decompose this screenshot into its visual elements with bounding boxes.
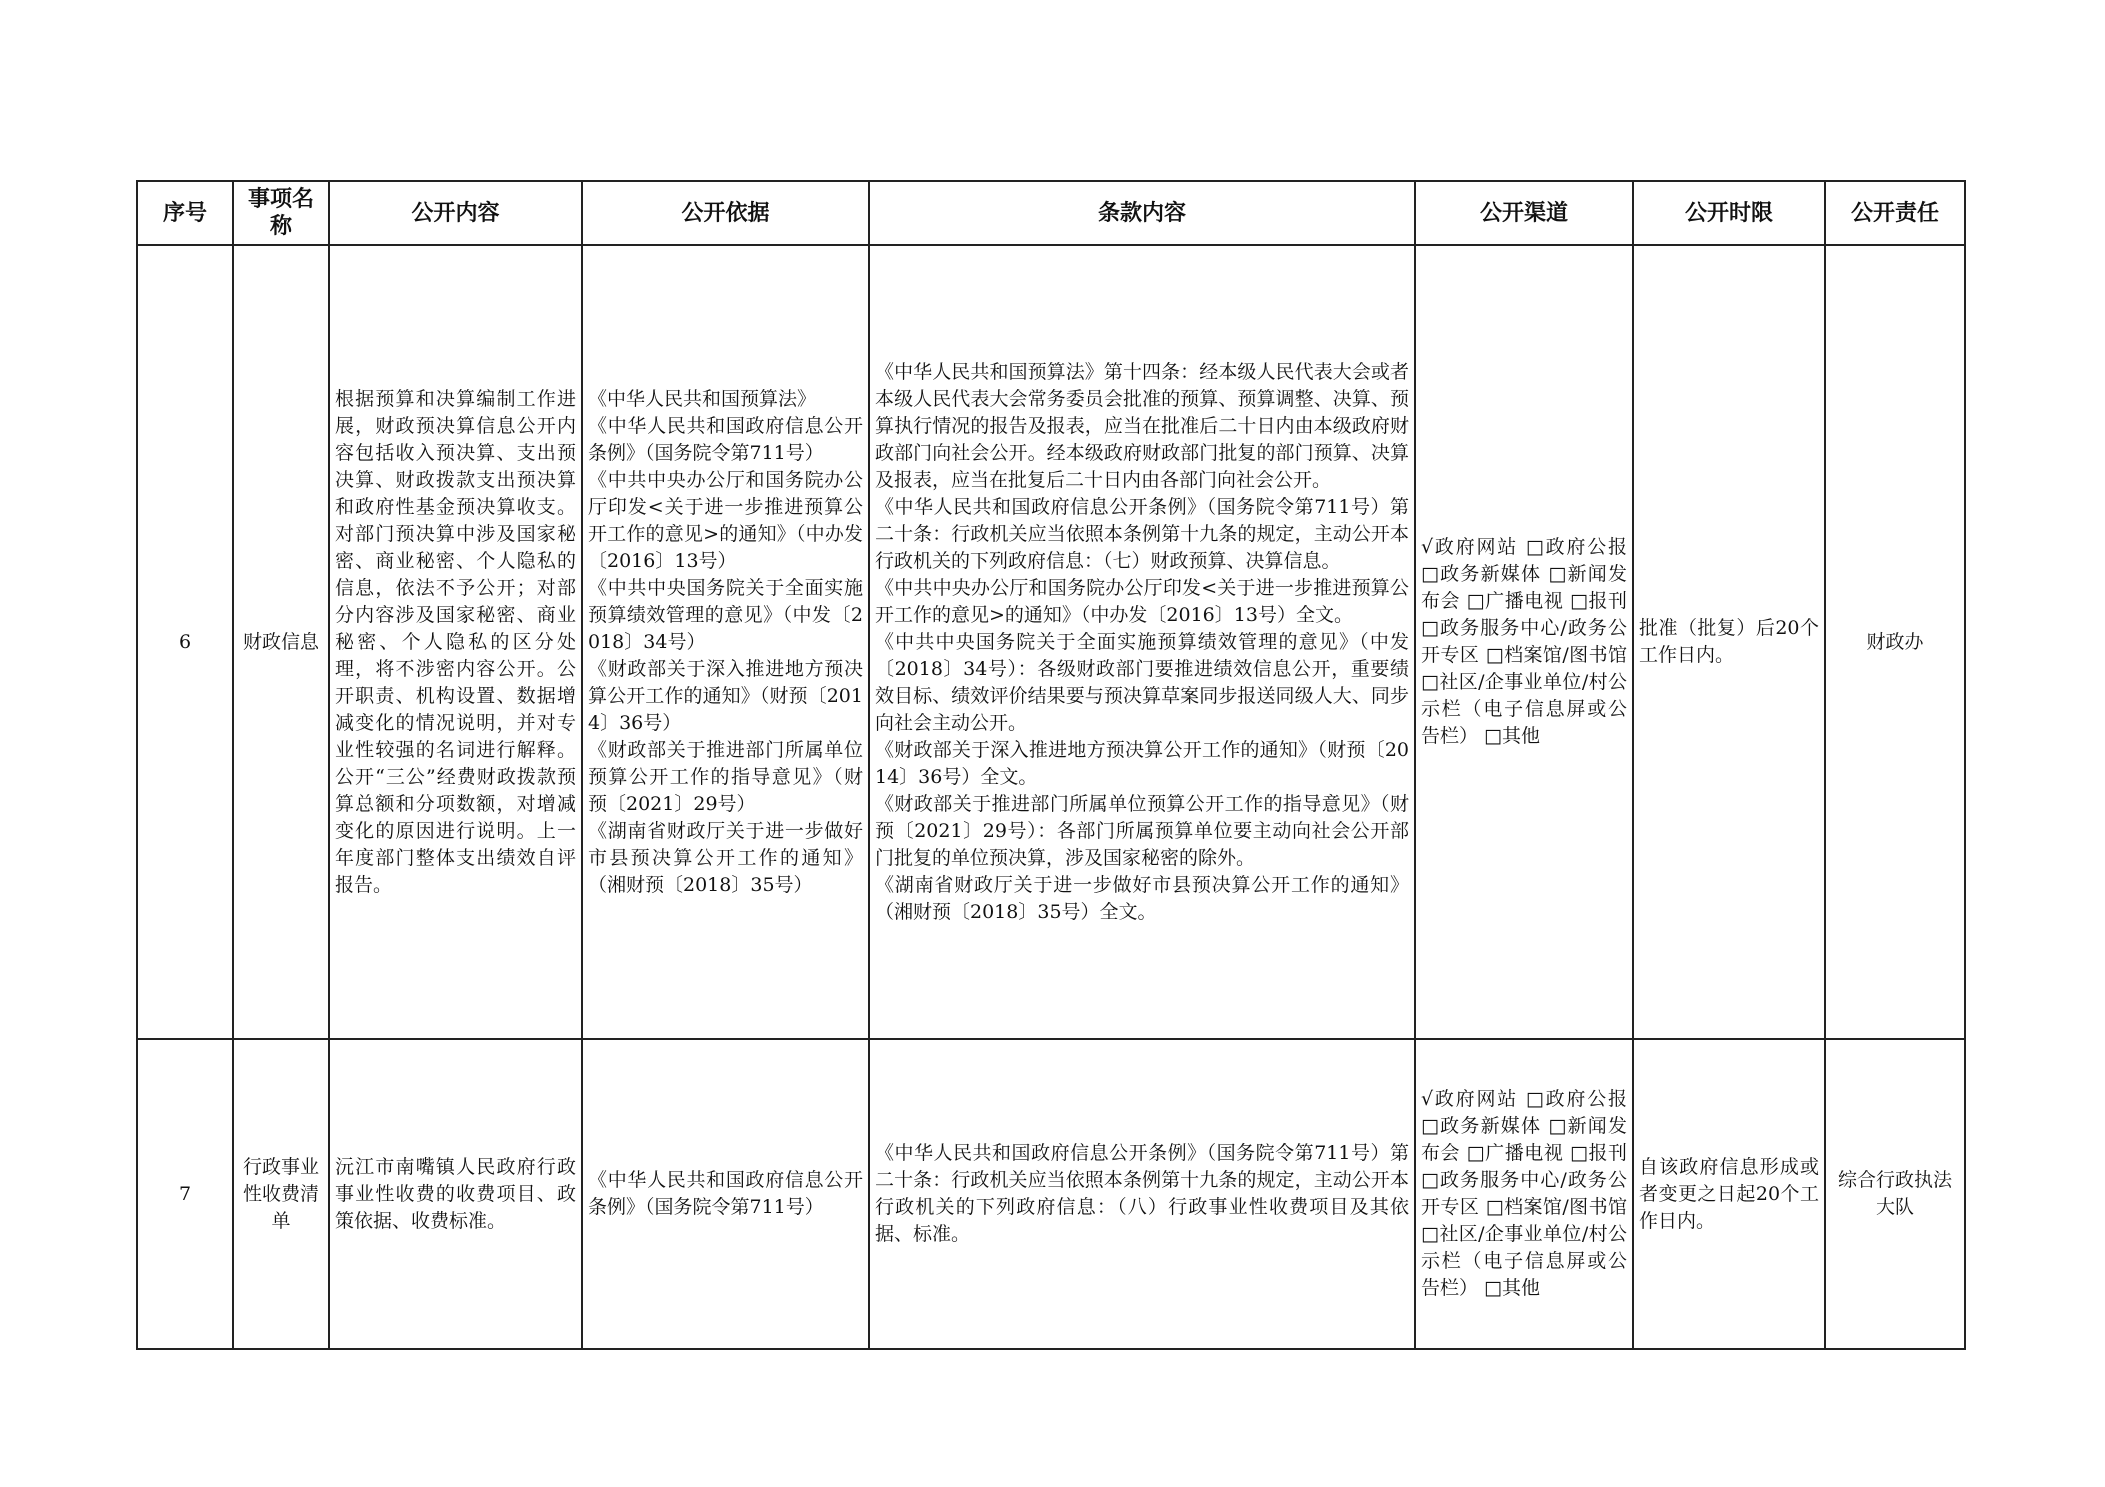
basis-line: 《中共中央办公厅和国务院办公厅印发<关于进一步推进预算公开工作的意见>的通知》（中办发〔2016〕13号） xyxy=(588,468,863,572)
disclosure-table xyxy=(136,180,1966,1350)
cell-deadline: 批准（批复）后20个工作日内。 xyxy=(1633,245,1825,1039)
table-row xyxy=(137,1039,1965,1349)
clause-line: 《中共中央国务院关于全面实施预算绩效管理的意见》（中发〔2018〕34号）：各级财政部门要推进绩效信息公开，重要绩效目标、绩效评价结果要与预决算草案同步报送同级人大、同步向社会主动公开。 xyxy=(875,630,1409,734)
basis-line: 《中华人民共和国政府信息公开条例》（国务院令第711号） xyxy=(588,1169,863,1218)
clause-line: 《湖南省财政厅关于进一步做好市县预决算公开工作的通知》（湘财预〔2018〕35号）全文。 xyxy=(875,873,1409,923)
header-content: 公开内容 xyxy=(329,181,582,245)
header-clause: 条款内容 xyxy=(869,181,1415,245)
clause-line: 《中华人民共和国政府信息公开条例》（国务院令第711号）第二十条：行政机关应当依照本条例第十九条的规定，主动公开本行政机关的下列政府信息：（七）财政预算、决算信息。 xyxy=(875,495,1409,572)
cell-responsible: 财政办 xyxy=(1825,245,1965,1039)
header-row xyxy=(137,181,1965,245)
cell-channel: √政府网站 □政府公报 □政务新媒体 □新闻发布会 □广播电视 □报刊 □政务服务中心/政务公开专区 □档案馆/图书馆 □社区/企事业单位/村公示栏（电子信息屏或公告栏） □其他 xyxy=(1415,245,1633,1039)
cell-deadline: 自该政府信息形成或者变更之日起20个工作日内。 xyxy=(1633,1039,1825,1349)
cell-content: 沅江市南嘴镇人民政府行政事业性收费的收费项目、政策依据、收费标准。 xyxy=(329,1039,582,1349)
clause-line: 《中华人民共和国预算法》第十四条：经本级人民代表大会或者本级人民代表大会常务委员会批准的预算、预算调整、决算、预算执行情况的报告及报表，应当在批准后二十日内由本级政府财政部门向社会公开。经本级政府财政部门批复的部门预算、决算及报表，应当在批复后二十日内由各部门向社会公开。 xyxy=(875,360,1409,491)
header-channel: 公开渠道 xyxy=(1415,181,1633,245)
cell-clause xyxy=(869,1039,1415,1349)
clause-line: 《财政部关于深入推进地方预决算公开工作的通知》（财预〔2014〕36号）全文。 xyxy=(875,738,1409,788)
cell-item: 财政信息 xyxy=(233,245,329,1039)
basis-line: 《中共中央国务院关于全面实施预算绩效管理的意见》（中发〔2018〕34号） xyxy=(588,576,863,653)
cell-basis xyxy=(582,245,869,1039)
basis-line: 《财政部关于推进部门所属单位预算公开工作的指导意见》（财预〔2021〕29号） xyxy=(588,738,863,815)
header-item: 事项名称 xyxy=(233,181,329,245)
cell-basis xyxy=(582,1039,869,1349)
clause-line: 《中共中央办公厅和国务院办公厅印发<关于进一步推进预算公开工作的意见>的通知》（中办发〔2016〕13号）全文。 xyxy=(875,576,1409,626)
basis-line: 《中华人民共和国政府信息公开条例》（国务院令第711号） xyxy=(588,414,863,464)
cell-responsible: 综合行政执法大队 xyxy=(1825,1039,1965,1349)
header-responsible: 公开责任 xyxy=(1825,181,1965,245)
cell-seq: 6 xyxy=(137,245,233,1039)
cell-seq: 7 xyxy=(137,1039,233,1349)
basis-line: 《财政部关于深入推进地方预决算公开工作的通知》（财预〔2014〕36号） xyxy=(588,657,863,734)
cell-clause xyxy=(869,245,1415,1039)
header-basis: 公开依据 xyxy=(582,181,869,245)
clause-line: 《财政部关于推进部门所属单位预算公开工作的指导意见》（财预〔2021〕29号）：各部门所属预算单位要主动向社会公开部门批复的单位预决算，涉及国家秘密的除外。 xyxy=(875,792,1409,869)
header-seq: 序号 xyxy=(137,181,233,245)
table-row xyxy=(137,245,1965,1039)
cell-content: 根据预算和决算编制工作进展，财政预决算信息公开内容包括收入预决算、支出预决算、财政拨款支出预决算和政府性基金预决算收支。对部门预决算中涉及国家秘密、商业秘密、个人隐私的信息，依法不予公开；对部分内容涉及国家秘密、商业秘密、个人隐私的区分处理，将不涉密内容公开。公开职责、机构设置、数据增减变化的情况说明，并对专业性较强的名词进行解释。公开“三公”经费财政拨款预算总额和分项数额，对增减变化的原因进行说明。上一年度部门整体支出绩效自评报告。 xyxy=(329,245,582,1039)
clause-line: 《中华人民共和国政府信息公开条例》（国务院令第711号）第二十条：行政机关应当依照本条例第十九条的规定，主动公开本行政机关的下列政府信息：（八）行政事业性收费项目及其依据、标准。 xyxy=(875,1142,1409,1245)
basis-line: 《中华人民共和国预算法》 xyxy=(588,387,817,410)
basis-line: 《湖南省财政厅关于进一步做好市县预决算公开工作的通知》（湘财预〔2018〕35号） xyxy=(588,819,863,896)
header-deadline: 公开时限 xyxy=(1633,181,1825,245)
cell-channel: √政府网站 □政府公报 □政务新媒体 □新闻发布会 □广播电视 □报刊 □政务服务中心/政务公开专区 □档案馆/图书馆 □社区/企事业单位/村公示栏（电子信息屏或公告栏） □其他 xyxy=(1415,1039,1633,1349)
cell-item: 行政事业性收费清单 xyxy=(233,1039,329,1349)
